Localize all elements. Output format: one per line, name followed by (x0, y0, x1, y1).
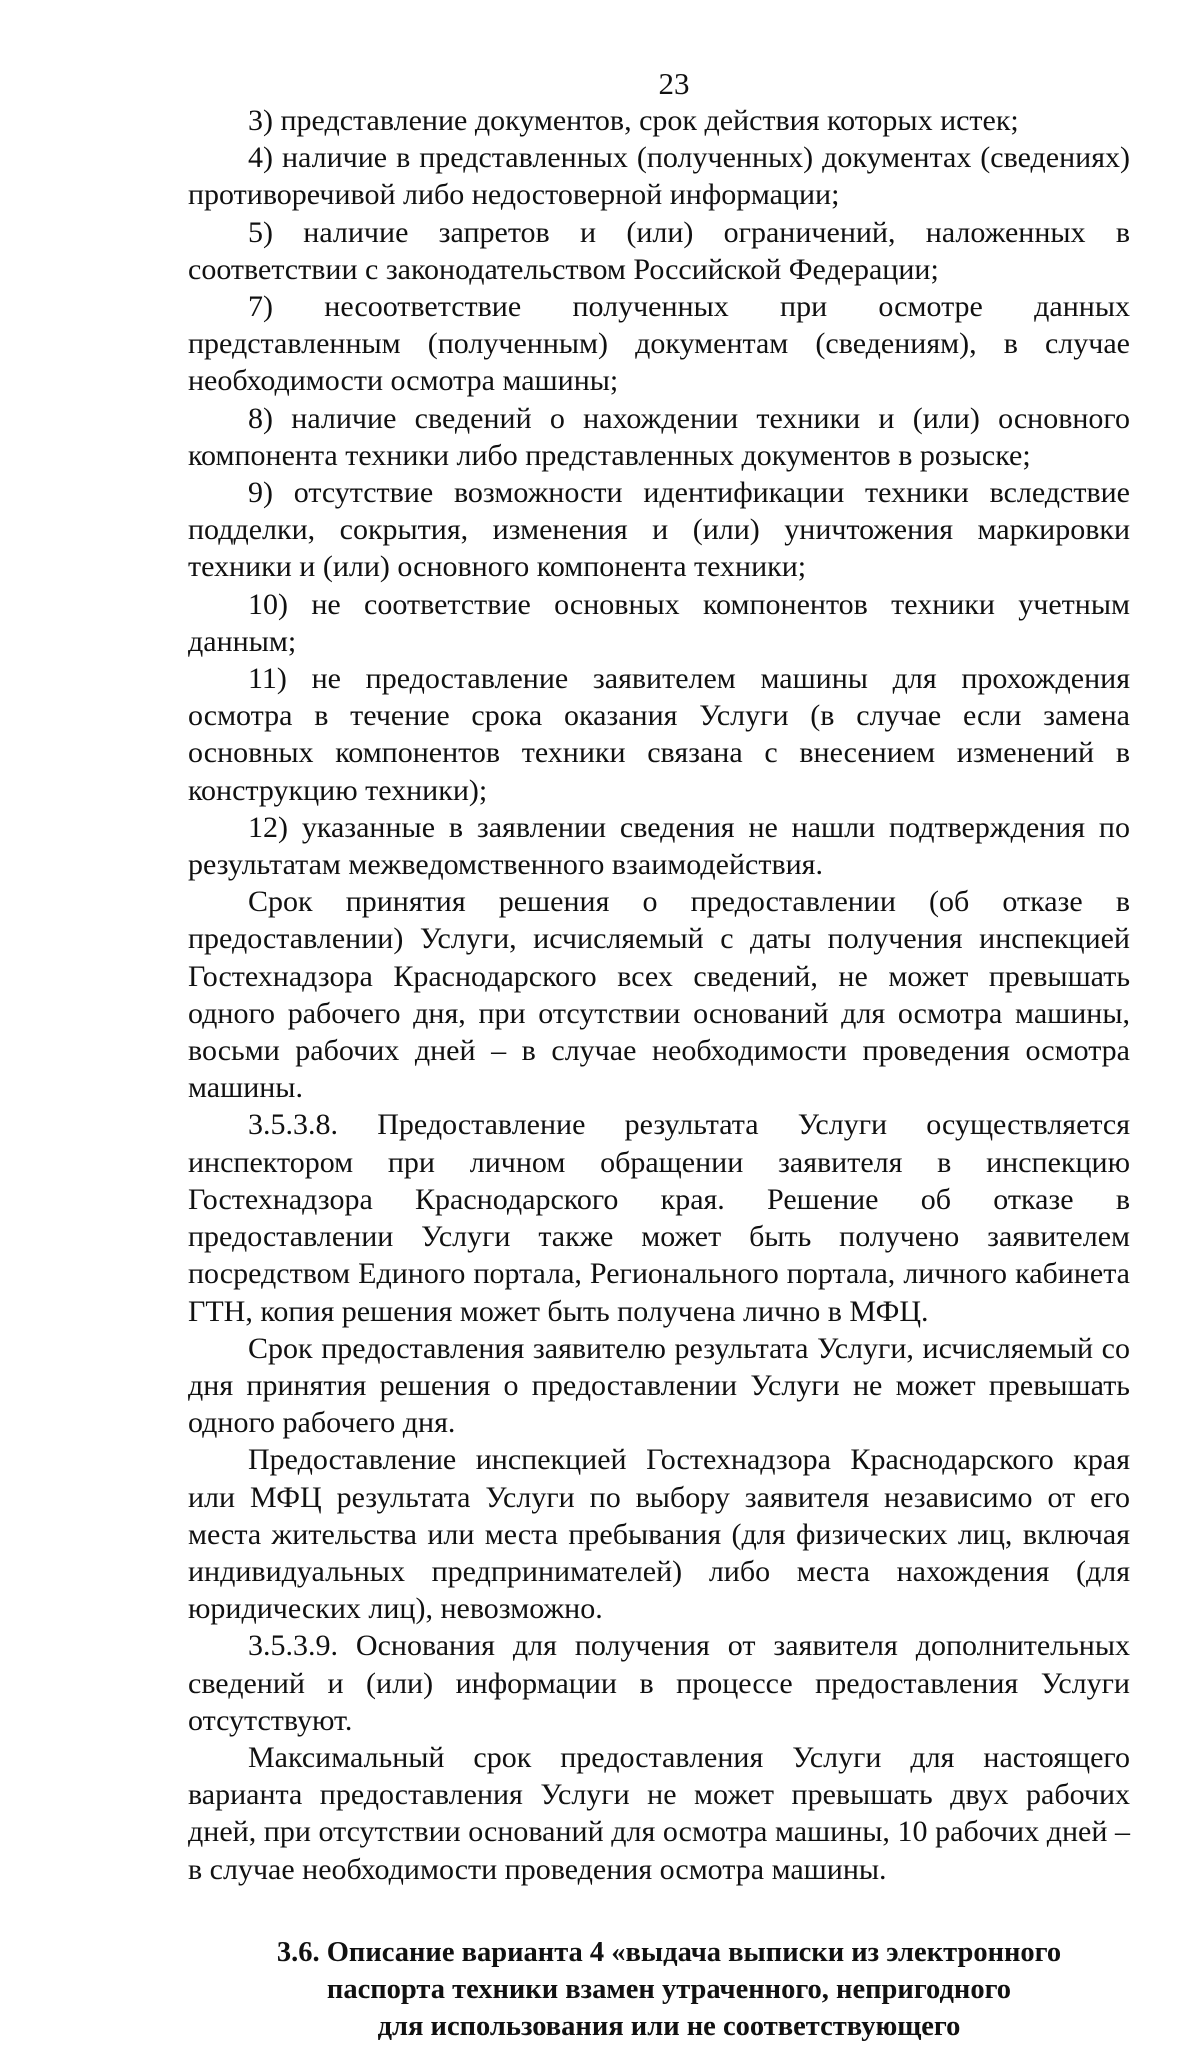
paragraph-3-5-3-9: 3.5.3.9. Основания для получения от заявителя дополнительных сведений и (или) информации в процессе предоставления Услуги отсутствуют. (188, 1629, 1130, 1737)
paragraph-item-8: 8) наличие сведений о нахождении техники и (или) основного компонента техники либо представленных документов в розыске; (188, 401, 1130, 472)
paragraph-item-11: 11) не предоставление заявителем машины для прохождения осмотра в течение срока оказания Услуги (в случае если замена основных компонентов техники связана с внесением изменений в конструкцию техники); (188, 662, 1130, 807)
paragraph-item-12: 12) указанные в заявлении сведения не нашли подтверждения по результатам межведомственного взаимодействия. (188, 810, 1130, 882)
document-page (188, 62, 1130, 2045)
page-number: 23 (658, 66, 690, 101)
heading-line: 3.6. Описание варианта 4 «выдача выписки из электронного (276, 1936, 1062, 1968)
paragraph-item-4: 4) наличие в представленных (полученных) документах (сведениях) противоречивой либо недостоверной информации; (188, 141, 1130, 212)
paragraph-decision-deadline: Срок принятия решения о предоставлении (об отказе в предоставлении) Услуги, исчисляемый с даты получения инспекцией Гостехнадзора Краснодарского всех сведений, не может превышать одного рабочего дня, при отсутствии оснований для осмотра машины, восьми рабочих дней – в случае необходимости проведения осмотра машины. (188, 885, 1130, 1105)
heading-line: паспорта техники взамен утраченного, непригодного (326, 1973, 1012, 2005)
heading-line: для использования или не соответствующего (377, 2010, 961, 2042)
section-heading-3-6 (188, 1934, 1130, 2045)
paragraph-result-deadline: Срок предоставления заявителю результата Услуги, исчисляемый со дня принятия решения о предоставлении Услуги не может превышать одного рабочего дня. (188, 1331, 1130, 1440)
paragraph-item-7: 7) несоответствие полученных при осмотре данных представленным (полученным) документам (сведениям), в случае необходимости осмотра машины; (188, 290, 1130, 398)
paragraph-item-5: 5) наличие запретов и (или) ограничений, наложенных в соответствии с законодательством Российской Федерации; (188, 215, 1130, 286)
paragraph-item-3: 3) представление документов, срок действия которых истек; (248, 104, 1019, 137)
paragraph-max-term: Максимальный срок предоставления Услуги для настоящего варианта предоставления Услуги не может превышать двух рабочих дней, при отсутствии оснований для осмотра машины, 10 рабочих дней – в случае необходимости проведения осмотра машины. (188, 1740, 1130, 1886)
paragraph-item-10: 10) не соответствие основных компонентов техники учетным данным; (188, 587, 1130, 658)
paragraph-extraterritorial: Предоставление инспекцией Гостехнадзора Краснодарского края или МФЦ результата Услуги по выбору заявителя независимо от его места жительства или места пребывания (для физических лиц, включая индивидуальных предпринимателей) либо места нахождения (для юридических лиц), невозможно. (188, 1443, 1130, 1626)
paragraph-item-9: 9) отсутствие возможности идентификации техники вследствие подделки, сокрытия, изменения и (или) уничтожения маркировки техники и (или) основного компонента техники; (188, 476, 1130, 584)
document-body (188, 102, 1130, 1888)
paragraph-3-5-3-8: 3.5.3.8. Предоставление результата Услуги осуществляется инспектором при личном обращении заявителя в инспекцию Гостехнадзора Краснодарского края. Решение об отказе в предоставлении Услуги также может быть получено заявителем посредством Единого портала, Регионального портала, личного кабинета ГТН, копия решения может быть получена лично в МФЦ. (188, 1108, 1130, 1328)
